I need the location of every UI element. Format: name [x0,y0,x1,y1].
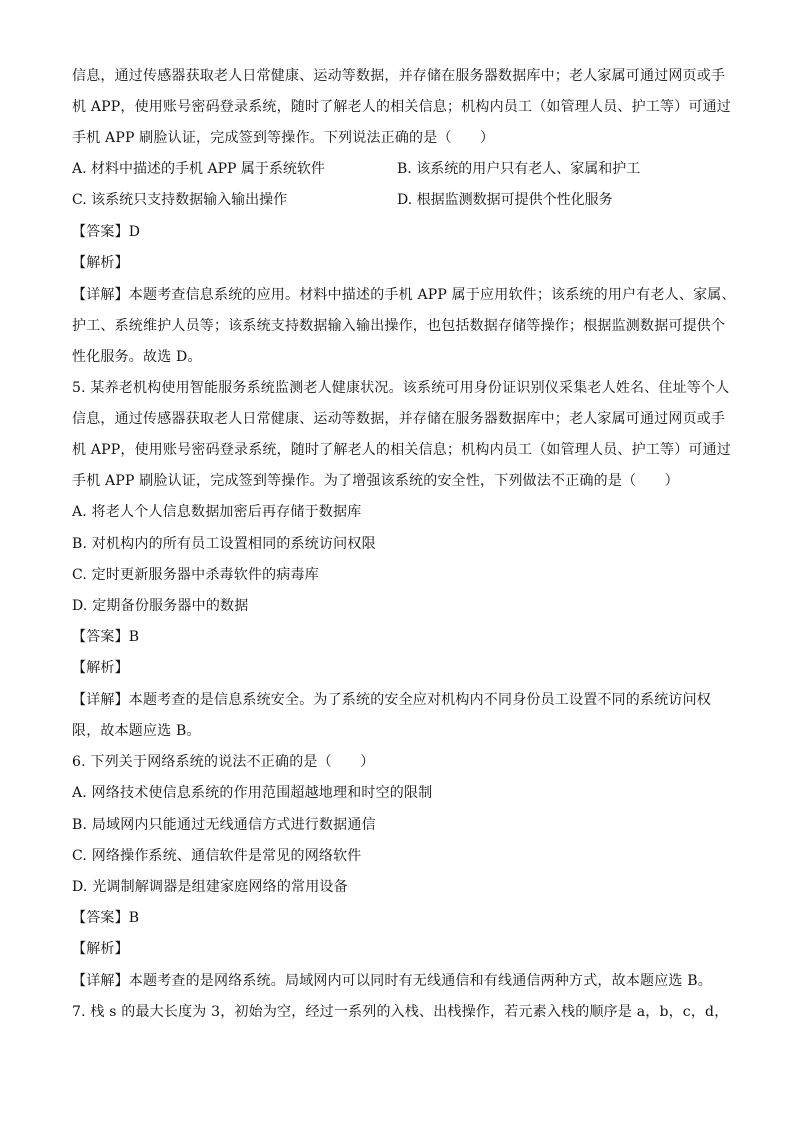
q5-stem-line-3: 机 APP，使用账号密码登录系统，随时了解老人的相关信息；机构内员工（如管理人员、护工等）可通过 [72,442,731,458]
q4-detail-line-2: 护工、系统维护人员等；该系统支持数据输入输出操作，也包括数据存储等操作；根据监测数据可提供个 [72,318,726,334]
q4-stem-line-3: 手机 APP 刷脸认证，完成签到等操作。下列说法正确的是（ ） [72,130,495,146]
q6-option-b: B. 局域网内只能通过无线通信方式进行数据通信 [72,817,376,833]
q6-analysis-label: 【解析】 [72,941,129,957]
q6-option-d: D. 光调制解调器是组建家庭网络的常用设备 [72,879,348,895]
q5-option-b: B. 对机构内的所有员工设置相同的系统访问权限 [72,536,376,552]
q4-option-a: A. 材料中描述的手机 APP 属于系统软件 [72,161,325,177]
q5-stem-line-4: 手机 APP 刷脸认证，完成签到等操作。为了增强该系统的安全性，下列做法不正确的是（ ） [72,473,679,489]
q6-stem: 6. 下列关于网络系统的说法不正确的是（ ） [72,754,375,770]
q6-option-a: A. 网络技术使信息系统的作用范围超越地理和时空的限制 [72,785,433,801]
q5-option-a: A. 将老人个人信息数据加密后再存储于数据库 [72,504,362,520]
q4-detail-line-3: 性化服务。故选 D。 [72,349,202,365]
q5-analysis-label: 【解析】 [72,660,129,676]
q6-detail: 【详解】本题考查的是网络系统。局域网内可以同时有无线通信和有线通信两种方式，故本题应选 B。 [72,973,712,989]
q5-option-c: C. 定时更新服务器中杀毒软件的病毒库 [72,567,319,583]
q5-stem-line-1: 5. 某养老机构使用智能服务系统监测老人健康状况。该系统可用身份证识别仪采集老人姓名、住址等个人 [72,380,730,396]
q4-option-d: D. 根据监测数据可提供个性化服务 [397,192,613,208]
q4-analysis-label: 【解析】 [72,255,129,271]
q5-option-d: D. 定期备份服务器中的数据 [72,598,249,614]
q4-detail-line-1: 【详解】本题考查信息系统的应用。材料中描述的手机 APP 属于应用软件；该系统的用户有老人、家属、 [72,287,736,303]
q6-option-c: C. 网络操作系统、通信软件是常见的网络软件 [72,848,362,864]
q7-stem: 7. 栈 s 的最大长度为 3，初始为空，经过一系列的入栈、出栈操作，若元素入栈的顺序是 a，b，c，d， [72,1004,729,1020]
q5-detail-line-1: 【详解】本题考查的是信息系统安全。为了系统的安全应对机构内不同身份员工设置不同的系统访问权 [72,692,711,708]
q6-answer: 【答案】B [72,910,140,926]
q5-answer: 【答案】B [72,629,140,645]
q4-option-b: B. 该系统的用户只有老人、家属和护工 [397,161,641,177]
q4-answer: 【答案】D [72,224,141,240]
q5-stem-line-2: 信息，通过传感器获取老人日常健康、运动等数据，并存储在服务器数据库中；老人家属可通过网页或手 [72,411,726,427]
q4-stem-line-1: 信息，通过传感器获取老人日常健康、运动等数据，并存储在服务器数据库中；老人家属可通过网页或手 [72,68,726,84]
q4-stem-line-2: 机 APP，使用账号密码登录系统，随时了解老人的相关信息；机构内员工（如管理人员、护工等）可通过 [72,99,731,115]
q5-detail-line-2: 限，故本题应选 B。 [72,723,201,739]
q4-option-c: C. 该系统只支持数据输入输出操作 [72,192,288,208]
